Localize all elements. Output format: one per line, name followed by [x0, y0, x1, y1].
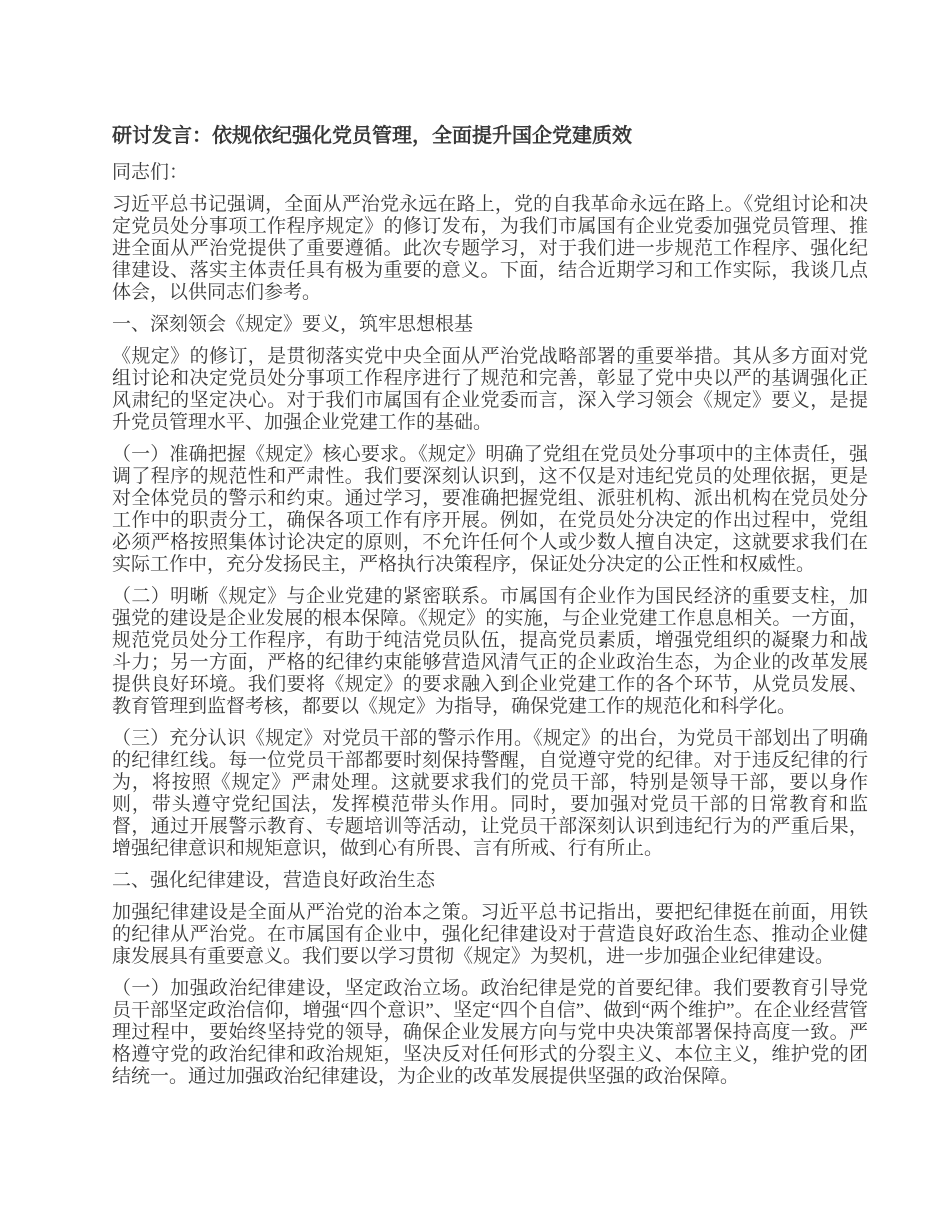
section1-point3: （三）充分认识《规定》对党员干部的警示作用。《规定》的出台，为党员干部划出了明确的纪律红线。每一位党员干部都要时刻保持警醒，自觉遵守党的纪律。对于违反纪律的行为，将按照《规定》严肃处理。这就要求我们的党员干部，特别是领导干部，要以身作则，带头遵守党纪国法，发挥模范带头作用。同时，要加强对党员干部的日常教育和监督，通过开展警示教育、专题培训等活动，让党员干部深刻认识到违纪行为的严重后果，增强纪律意识和规矩意识，做到心有所畏、言有所戒、行有所止。 [112, 728, 868, 859]
document-content [112, 124, 868, 1098]
section1-point1: （一）准确把握《规定》核心要求。《规定》明确了党组在党员处分事项中的主体责任，强调了程序的规范性和严肃性。我们要深刻认识到，这不仅是对违纪党员的处理依据，更是对全体党员的警示和约束。通过学习，要准确把握党组、派驻机构、派出机构在党员处分工作中的职责分工，确保各项工作有序开展。例如，在党员处分决定的作出过程中，党组必须严格按照集体讨论决定的原则，不允许任何个人或少数人擅自决定，这就要求我们在实际工作中，充分发扬民主，严格执行决策程序，保证处分决定的公正性和权威性。 [112, 444, 868, 575]
paragraph-intro: 习近平总书记强调，全面从严治党永远在路上，党的自我革命永远在路上。《党组讨论和决定党员处分事项工作程序规定》的修订发布，为我们市属国有企业党委加强党员管理、推进全面从严治党提供了重要遵循。此次专题学习，对于我们进一步规范工作程序、强化纪律建设、落实主体责任具有极为重要的意义。下面，结合近期学习和工作实际，我谈几点体会，以供同志们参考。 [112, 194, 868, 303]
section2-point1: （一）加强政治纪律建设，坚定政治立场。政治纪律是党的首要纪律。我们要教育引导党员干部坚定政治信仰，增强“四个意识”、坚定“四个自信”、做到“两个维护”。在企业经营管理过程中，要始终坚持党的领导，确保企业发展方向与党中央决策部署保持高度一致。严格遵守党的政治纪律和政治规矩，坚决反对任何形式的分裂主义、本位主义，维护党的团结统一。通过加强政治纪律建设，为企业的改革发展提供坚强的政治保障。 [112, 978, 868, 1087]
section2-intro: 加强纪律建设是全面从严治党的治本之策。习近平总书记指出，要把纪律挺在前面，用铁的纪律从严治党。在市属国有企业中，强化纪律建设对于营造良好政治生态、推动企业健康发展具有重要意义。我们要以学习贯彻《规定》为契机，进一步加强企业纪律建设。 [112, 902, 868, 967]
section1-point2: （二）明晰《规定》与企业党建的紧密联系。市属国有企业作为国民经济的重要支柱，加强党的建设是企业发展的根本保障。《规定》的实施，与企业党建工作息息相关。一方面，规范党员处分工作程序，有助于纯洁党员队伍，提高党员素质，增强党组织的凝聚力和战斗力；另一方面，严格的纪律约束能够营造风清气正的企业政治生态，为企业的改革发展提供良好环境。我们要将《规定》的要求融入到企业党建工作的各个环节，从党员发展、教育管理到监督考核，都要以《规定》为指导，确保党建工作的规范化和科学化。 [112, 586, 868, 717]
section1-intro: 《规定》的修订，是贯彻落实党中央全面从严治党战略部署的重要举措。其从多方面对党组讨论和决定党员处分事项工作程序进行了规范和完善，彰显了党中央以严的基调强化正风肃纪的坚定决心。对于我们市属国有企业党委而言，深入学习领会《规定》要义，是提升党员管理水平、加强企业党建工作的基础。 [112, 346, 868, 433]
document-title: 研讨发言：依规依纪强化党员管理，全面提升国企党建质效 [112, 125, 632, 147]
salutation: 同志们： [112, 162, 189, 183]
section2-heading: 二、强化纪律建设，营造良好政治生态 [112, 870, 436, 891]
section1-heading: 一、深刻领会《规定》要义，筑牢思想根基 [112, 314, 474, 335]
